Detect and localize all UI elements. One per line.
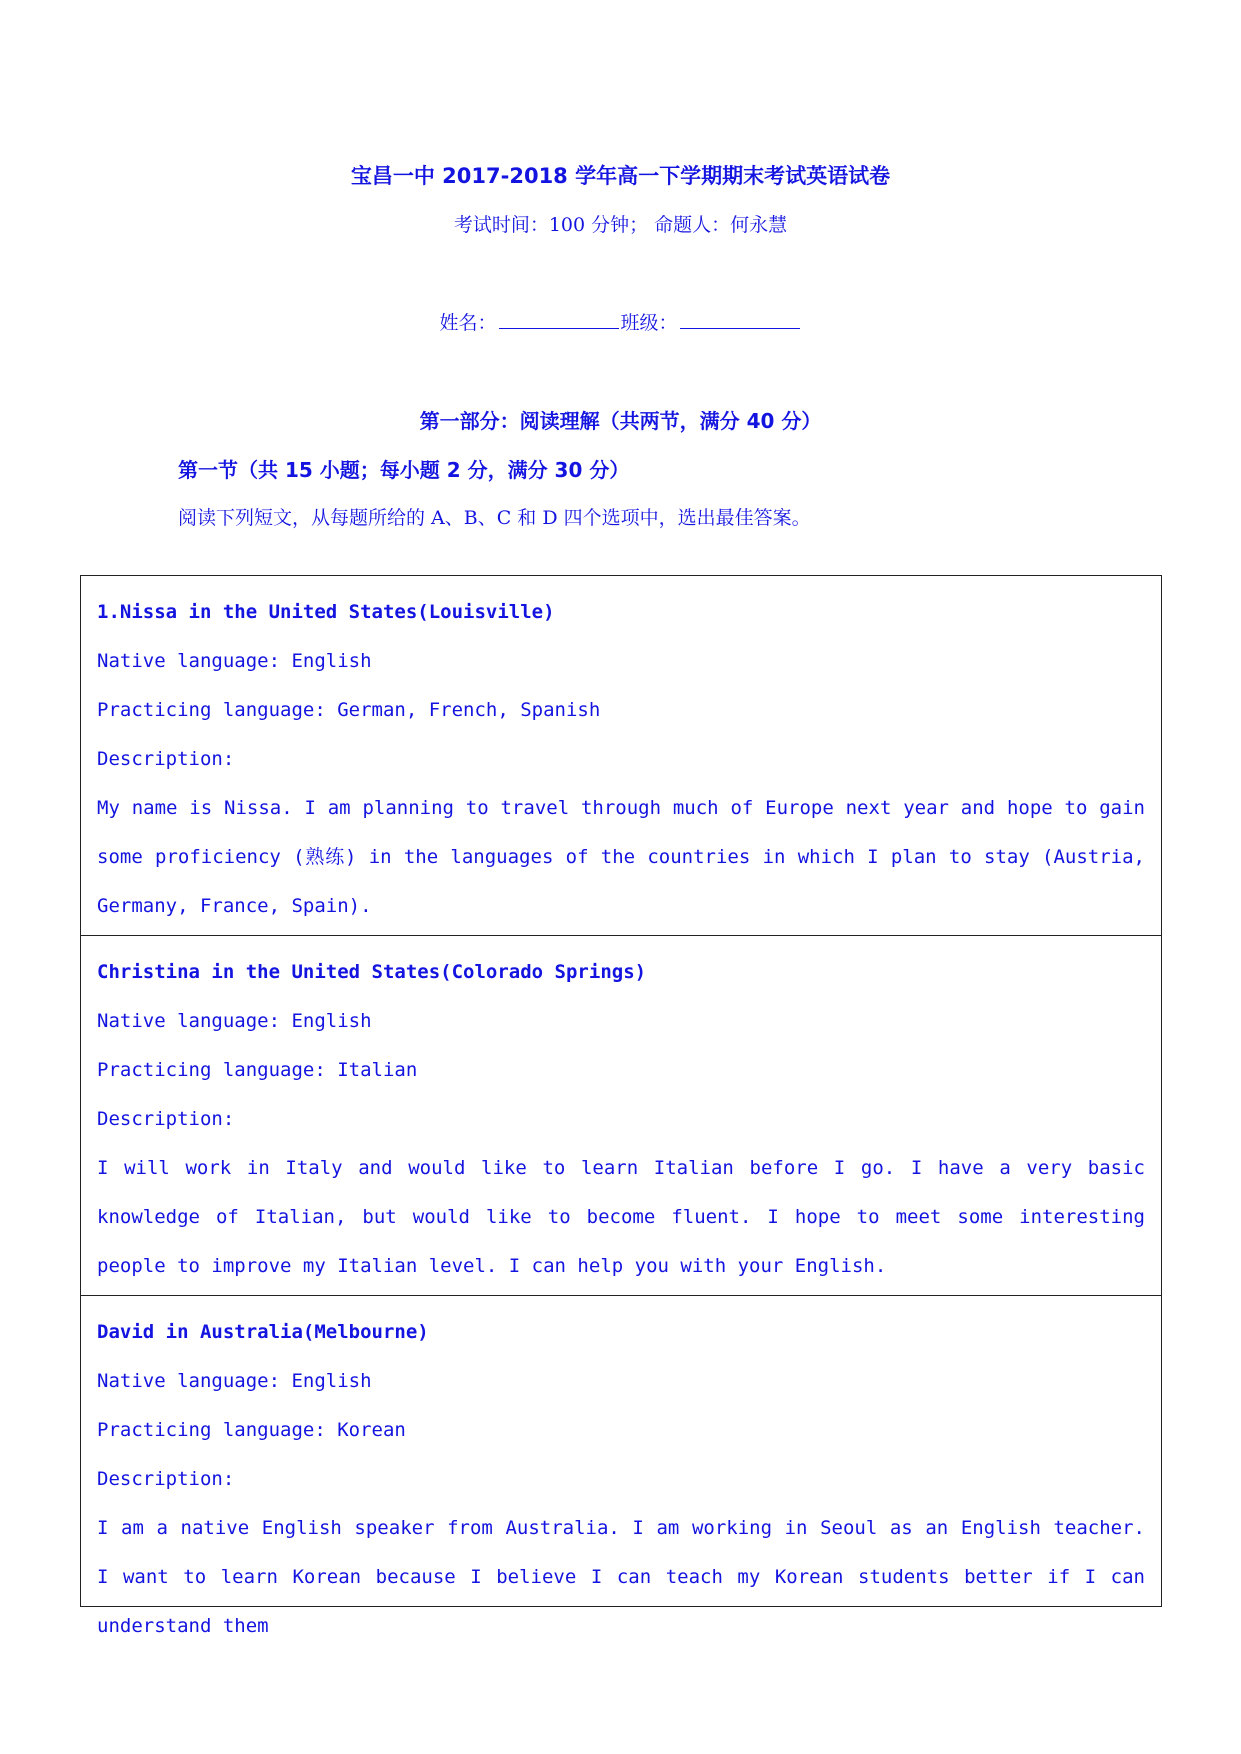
profile-title: Christina in the United States(Colorado Springs) [97,961,647,983]
passage-table [80,575,1162,1637]
native-language: Native language: English [97,650,372,672]
class-label: 班级： [620,312,678,334]
practicing-language: Practicing language: Korean [97,1419,406,1441]
profile-entry [81,576,1161,936]
profile-entry [81,1296,1161,1637]
section-heading: 第一节（共 15 小题；每小题 2 分，满分 30 分） [178,458,630,482]
name-blank[interactable] [499,310,619,329]
native-language: Native language: English [97,1370,372,1392]
profile-entry [81,936,1161,1296]
exam-title: 宝昌一中 2017-2018 学年高一下学期期末考试英语试卷 [350,164,891,188]
description-label: Description: [97,1108,235,1130]
exam-meta: 考试时间：100 分钟； 命题人：何永慧 [453,214,788,236]
practicing-language: Practicing language: German, French, Spanish [97,699,601,721]
description-text: I will work in Italy and would like to learn Italian before I go. I have a very basic knowledge of Italian, but would like to become fluent. I hope to meet some interesting people to improve my Italian level. I can help you with your English. [97,1157,1145,1277]
instructions: 阅读下列短文，从每题所给的 A、B、C 和 D 四个选项中，选出最佳答案。 [178,507,811,529]
name-label: 姓名： [439,312,497,334]
native-language: Native language: English [97,1010,372,1032]
profile-title: David in Australia(Melbourne) [97,1321,429,1343]
class-blank[interactable] [680,310,800,329]
description-label: Description: [97,748,235,770]
profile-title: 1.Nissa in the United States(Louisville) [97,601,555,623]
student-info-line [0,308,1241,335]
description-label: Description: [97,1468,235,1490]
part-heading: 第一部分：阅读理解（共两节，满分 40 分） [419,409,822,433]
practicing-language: Practicing language: Italian [97,1059,418,1081]
description-text: I am a native English speaker from Australia. I am working in Seoul as an English teacher. I want to learn Korean because I believe I can teach my Korean students better if I can understand them [97,1517,1145,1637]
description-text: My name is Nissa. I am planning to travel through much of Europe next year and hope to gain some proficiency (熟练) in the languages of the countries in which I plan to stay (Austria, Germany, France, Spain). [97,797,1145,917]
